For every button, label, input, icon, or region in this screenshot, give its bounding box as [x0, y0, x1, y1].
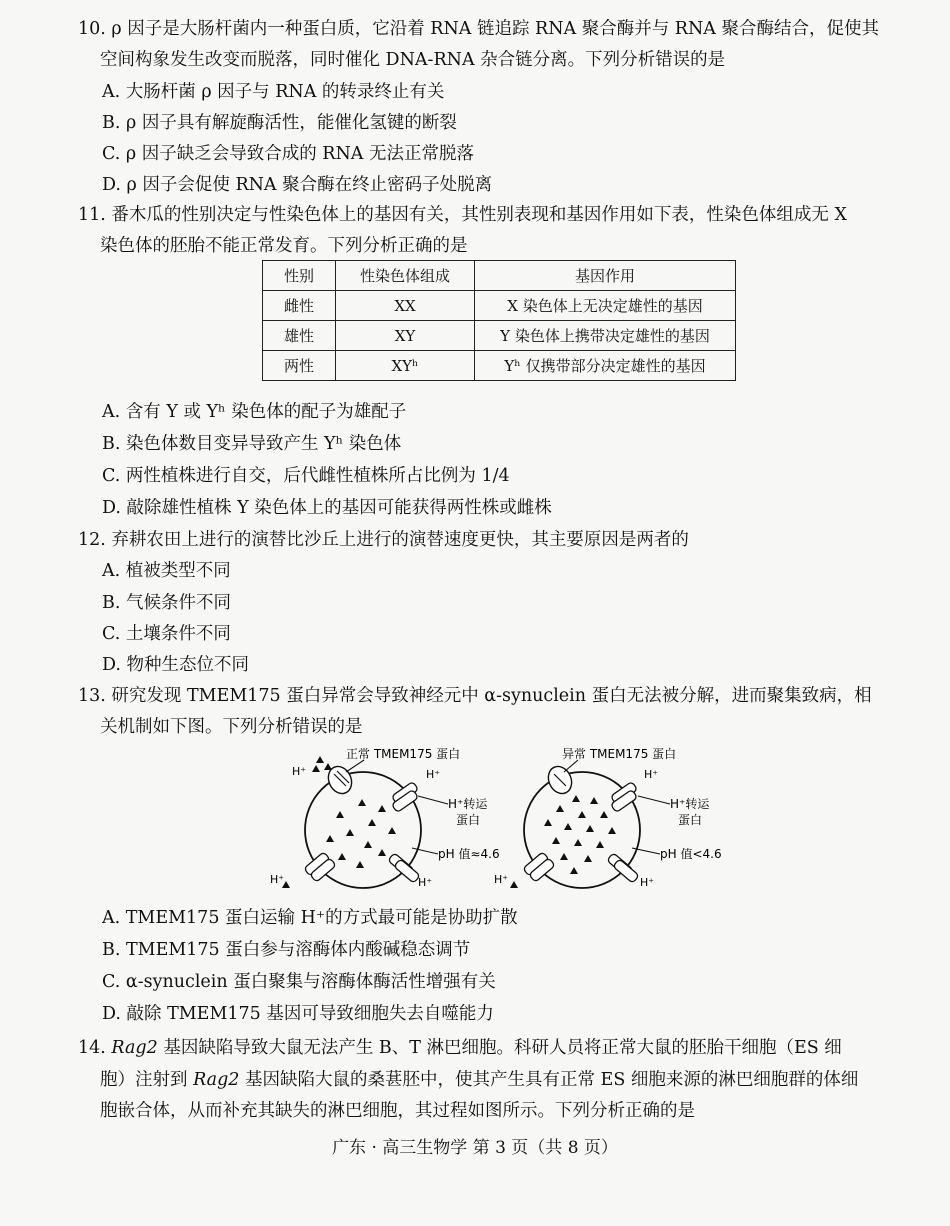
table-header: 性别	[263, 261, 336, 291]
q14-stem-line3: 胞嵌合体，从而补充其缺失的淋巴细胞，其过程如图所示。下列分析正确的是	[100, 1101, 695, 1121]
normal-lysosome	[270, 746, 500, 889]
q12-option-a: A. 植被类型不同	[102, 561, 231, 581]
q12-stem-line1: 12. 弃耕农田上进行的演替比沙丘上进行的演替速度更快，其主要原因是两者的	[78, 530, 689, 550]
q14-text: 胞）注射到	[100, 1070, 194, 1090]
table-cell: Y 染色体上携带决定雄性的基因	[475, 321, 736, 351]
q12-option-b: B. 气候条件不同	[102, 593, 231, 613]
q13-option-b: B. TMEM175 蛋白参与溶酶体内酸碱稳态调节	[102, 940, 471, 960]
table-cell: 雄性	[263, 321, 336, 351]
table-header: 性染色体组成	[336, 261, 475, 291]
h-transporter-icon	[610, 781, 637, 812]
q13-option-d: D. 敲除 TMEM175 基因可导致细胞失去自噬能力	[102, 1004, 494, 1024]
table-header: 基因作用	[475, 261, 736, 291]
transporter-label: H⁺转运	[448, 797, 488, 811]
abnormal-tmem175-label: 异常 TMEM175 蛋白	[562, 747, 677, 761]
table-cell: 两性	[263, 351, 336, 381]
normal-tmem175-label: 正常 TMEM175 蛋白	[346, 747, 461, 761]
gene-table	[262, 260, 736, 381]
table-row	[263, 351, 736, 381]
h-plus-label: H⁺	[644, 768, 659, 781]
left-ph-label: pH 值≈4.6	[438, 847, 500, 861]
h-plus-label: H⁺	[640, 876, 655, 889]
q11-option-c: C. 两性植株进行自交，后代雌性植株所占比例为 1/4	[102, 466, 510, 486]
h-transporter-icon	[391, 781, 418, 812]
table-cell: X 染色体上无决定雄性的基因	[475, 291, 736, 321]
h-plus-label: H⁺	[292, 765, 307, 778]
table-cell: 雌性	[263, 291, 336, 321]
q14-text: 基因缺陷大鼠的桑葚胚中，使其产生具有正常 ES 细胞来源的淋巴细胞群的体细	[239, 1070, 859, 1090]
q13-option-c: C. α-synuclein 蛋白聚集与溶酶体酶活性增强有关	[102, 972, 496, 992]
transporter-label: H⁺转运	[670, 797, 710, 811]
table-cell: Yʰ 仅携带部分决定雄性的基因	[475, 351, 736, 381]
h-transporter-icon	[388, 853, 420, 883]
q10-option-b: B. ρ 因子具有解旋酶活性，能催化氢键的断裂	[102, 113, 457, 133]
q11-option-a: A. 含有 Y 或 Yʰ 染色体的配子为雄配子	[102, 402, 407, 422]
h-transporter-icon	[607, 853, 639, 883]
q13-stem-line1: 13. 研究发现 TMEM175 蛋白异常会导致神经元中 α-synuclein 蛋白无法被分解，进而聚集致病，相	[78, 686, 872, 706]
abnormal-lysosome	[494, 746, 722, 889]
q12-option-c: C. 土壤条件不同	[102, 624, 231, 644]
table-cell: XY	[336, 321, 475, 351]
table-cell: XX	[336, 291, 475, 321]
q10-option-d: D. ρ 因子会促使 RNA 聚合酶在终止密码子处脱离	[102, 175, 493, 195]
q10-stem-line2: 空间构象发生改变而脱落，同时催化 DNA-RNA 杂合链分离。下列分析错误的是	[100, 50, 726, 70]
transporter-label: 蛋白	[678, 813, 703, 827]
table-cell: XYʰ	[336, 351, 475, 381]
q13-option-a: A. TMEM175 蛋白运输 H⁺的方式最可能是协助扩散	[102, 908, 518, 928]
q10-option-c: C. ρ 因子缺乏会导致合成的 RNA 无法正常脱落	[102, 144, 474, 164]
h-plus-label: H⁺	[418, 876, 433, 889]
lysosome-figure	[260, 738, 740, 898]
q14-text: 基因缺陷导致大鼠无法产生 B、T 淋巴细胞。科研人员将正常大鼠的胚胎干细胞（ES 细	[157, 1038, 842, 1058]
q14-stem-line2	[100, 1066, 858, 1091]
page-footer: 广东 · 高三生物学 第 3 页（共 8 页）	[332, 1138, 618, 1158]
table-row	[263, 321, 736, 351]
tmem175-channel-icon	[544, 763, 576, 798]
table-row	[263, 291, 736, 321]
h-plus-label: H⁺	[426, 768, 441, 781]
q11-stem-line1: 11. 番木瓜的性别决定与性染色体上的基因有关，其性别表现和基因作用如下表，性染色体组成无 X	[78, 205, 847, 225]
q11-option-b: B. 染色体数目变异导致产生 Yʰ 染色体	[102, 434, 402, 454]
q11-option-d: D. 敲除雄性植株 Y 染色体上的基因可能获得两性株或雌株	[102, 498, 552, 518]
q14-stem-line1: 14. Rag2 基因缺陷导致大鼠无法产生 B、T 淋巴细胞。科研人员将正常大鼠的胚胎干细胞（ES 细	[78, 1038, 842, 1058]
h-plus-label: H⁺	[494, 873, 509, 886]
right-ph-label: pH 值<4.6	[660, 847, 722, 861]
q10-option-a: A. 大肠杆菌 ρ 因子与 RNA 的转录终止有关	[102, 82, 445, 102]
gene-name: Rag2	[111, 1038, 158, 1058]
q12-option-d: D. 物种生态位不同	[102, 655, 250, 675]
q11-stem-line2: 染色体的胚胎不能正常发育。下列分析正确的是	[100, 236, 468, 256]
gene-name: Rag2	[193, 1070, 240, 1090]
q10-stem-line1: 10. ρ 因子是大肠杆菌内一种蛋白质，它沿着 RNA 链追踪 RNA 聚合酶并与 RNA 聚合酶结合，促使其	[78, 19, 879, 39]
table-header-row	[263, 261, 736, 291]
h-plus-label: H⁺	[270, 873, 285, 886]
q13-stem-line2: 关机制如下图。下列分析错误的是	[100, 717, 363, 737]
transporter-label: 蛋白	[456, 813, 481, 827]
